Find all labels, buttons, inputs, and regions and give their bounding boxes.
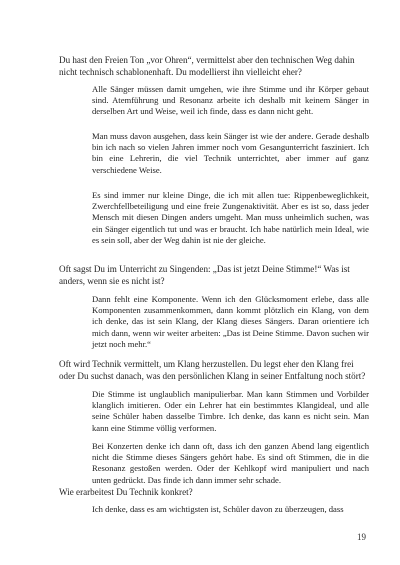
interview-question: Oft sagst Du im Unterricht zu Singenden: „Das ist jetzt Deine Stimme!“ Was ist anders, wenn sie es nicht ist? — [59, 264, 350, 286]
interview-answer — [92, 389, 369, 434]
answer-paragraph: Ich denke, dass es am wichtigsten ist, Schüler davon zu überzeugen, dass — [92, 504, 344, 514]
interview-answer — [92, 84, 369, 118]
answer-paragraph: Es sind immer nur kleine Dinge, die ich mit allen tue: Rippenbeweglichkeit, Zwerchfellbeteiligung und eine freie Zungenaktivität. Aber es ist so, dass jeder Mensch mit diesen Dingen anders umgeht. Man muss unheimlich suchen, was ein Sänger eigentlich tut und was er braucht. Ich habe natürlich mein Ideal, wie es sein soll, aber der Weg dahin ist nie der gleiche. — [92, 190, 369, 245]
interview-answer — [92, 441, 369, 486]
interview-question: Wie erarbeitest Du Technik konkret? — [59, 487, 193, 497]
interview-answer — [92, 190, 369, 246]
answer-paragraph: Bei Konzerten denke ich dann oft, dass ich den ganzen Abend lang eigentlich nicht die Stimme dieses Sängers gehört habe. Es sind oft Stimmen, die in die Resonanz gestoßen werden. Oder der Kehlkopf wird manipuliert und nach unten gedrückt. Das finde ich dann immer sehr schade. — [92, 441, 369, 485]
interview-answer — [92, 131, 369, 176]
interview-answer — [92, 294, 369, 350]
interview-question: Du hast den Freien Ton „vor Ohren“, vermittelst aber den technischen Weg dahin nicht technisch schablonenhaft. Du modellierst ihn vielleicht eher? — [59, 55, 355, 77]
interview-question: Oft wird Technik vermittelt, um Klang herzustellen. Du legst eher den Klang frei oder Du suchst danach, was den persönlichen Klang in seiner Entfaltung noch stört? — [59, 359, 366, 381]
answer-paragraph: Die Stimme ist unglaublich manipulierbar. Man kann Stimmen und Vorbilder klanglich imitieren. Oder ein Lehrer hat ein bestimmtes Klangideal, und alle seine Schüler haben dasselbe Timbre. Ich denke, das kann es nicht sein. Man kann eine Stimme völlig verformen. — [92, 389, 369, 433]
answer-paragraph: Alle Sänger müssen damit umgehen, wie ihre Stimme und ihr Körper gebaut sind. Atemführung und Resonanz arbeite ich deshalb mit keinem Sänger in derselben Art und Weise, weil ich finde, dass es dann nicht geht. — [92, 84, 369, 117]
interview-answer — [92, 504, 369, 515]
answer-paragraph: Man muss davon ausgehen, dass kein Sänger ist wie der andere. Gerade deshalb bin ich nach so vielen Jahren immer noch vom Gesangunterricht fasziniert. Ich bin eine Lehrerin, die viel Technik unterrichtet, aber immer auf ganz verschiedene Weise. — [92, 131, 369, 175]
page-number: 19 — [357, 532, 366, 542]
answer-paragraph: Dann fehlt eine Komponente. Wenn ich den Glücksmoment erlebe, dass alle Komponenten zusammenkommen, dann kommt plötzlich ein Klang, von dem ich denke, das ist sein Klang, der Klang dieses Sängers. Daran orientiere ich mich dann, wenn wir weiter arbeiten: „Das ist Deine Stimme. Davon suchen wir jetzt noch mehr.“ — [92, 294, 369, 349]
